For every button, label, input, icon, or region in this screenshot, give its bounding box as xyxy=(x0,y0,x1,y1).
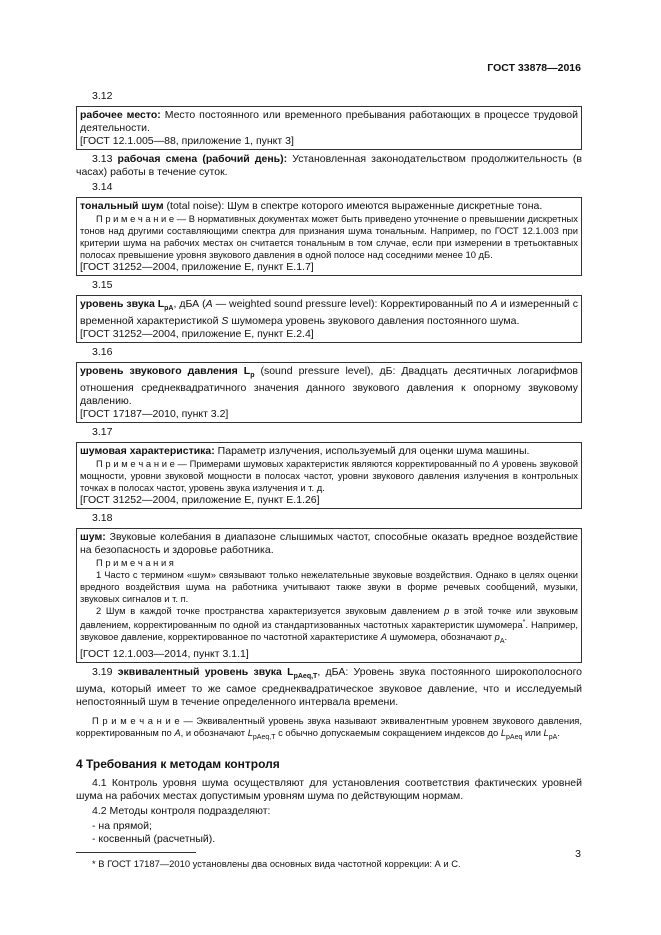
note-text: 2 Шум в каждой точке пространства характеризуется звуковым давлением xyxy=(96,605,445,617)
term-box-3-14 xyxy=(76,197,582,276)
term-title xyxy=(80,298,174,313)
section-number-3-14: 3.14 xyxy=(92,181,113,193)
term-subscript: p xyxy=(250,372,255,380)
note-subscript: pAeq xyxy=(506,734,523,742)
term-title xyxy=(80,365,255,380)
note-text: . xyxy=(557,727,560,739)
section-number-3-13: 3.13 xyxy=(92,153,113,165)
note-1: 1 Часто с термином «шум» связывают только нежелательные звуковые воздействия. Однако в целях оценки вредного воздействия шума на работника учитывают также звуки в форме речевых сообщений, музыки, звуковых сигналов и т. п. xyxy=(80,569,578,605)
section-number-3-16: 3.16 xyxy=(92,346,113,359)
term-definition: Место постоянного или временного пребывания работающих в процессе трудовой деятельности. xyxy=(80,109,578,134)
footnote-divider xyxy=(76,852,196,853)
page-number: 3 xyxy=(575,848,581,860)
term-reference: [ГОСТ 31252—2004, приложение Е, пункт Е.2.4] xyxy=(80,328,314,341)
list-item: - косвенный (расчетный). xyxy=(92,833,216,846)
term-definition: (sound pressure level), дБ: Двадцать десятичных логарифмов отношения среднеквадратичного значения данного звукового давления к опорному звуковому давлению. xyxy=(80,365,578,408)
note-subscript: pA xyxy=(548,734,558,742)
note-italic: p xyxy=(494,631,500,643)
note-italic: p xyxy=(444,605,450,617)
list-item: - на прямой; xyxy=(92,820,152,833)
section-3-19 xyxy=(76,666,582,709)
section-number-3-15: 3.15 xyxy=(92,279,113,291)
term-definition: (total noise): Шум в спектре которого имеются выраженные дискретные тона. xyxy=(163,200,543,212)
note-italic: A xyxy=(380,631,387,643)
term-reference: [ГОСТ 12.1.005—88, приложение 1, пункт 3] xyxy=(80,135,294,147)
term-title: рабочее место: xyxy=(80,109,161,121)
note-subscript: pAeq,T xyxy=(252,734,276,742)
paragraph-4-1: 4.1 Контроль уровня шума осуществляют для установления соответствия фактических уровней шума на рабочих местах допустимым уровням шума по действующим нормам. xyxy=(76,777,582,803)
note-text: или xyxy=(522,727,544,739)
term-definition: Параметр излучения, используемый для оценки шума машины. xyxy=(214,445,530,458)
note-text: . Например, звуковое давление, корректированное по частотной характеристике xyxy=(80,619,578,643)
term-title: рабочая смена (рабочий день): xyxy=(117,153,288,165)
term-title xyxy=(117,666,318,681)
section-number-3-19: 3.19 xyxy=(92,666,113,679)
definition-italic: S xyxy=(221,315,229,328)
term-reference: [ГОСТ 12.1.003—2014, пункт 3.1.1] xyxy=(80,648,249,661)
term-reference: [ГОСТ 17187—2010, пункт 3.2] xyxy=(80,408,229,421)
term-subscript: pAeq,T xyxy=(293,673,318,681)
note-text: шумомера, обозначают xyxy=(386,631,495,643)
term-definition: Звуковые колебания в диапазоне слышимых частот, способные оказать вредное воздействие на безопасность и здоровье работника. xyxy=(80,531,578,557)
term-note xyxy=(80,458,578,494)
term-box-3-12 xyxy=(76,106,582,150)
footnote-marker: * xyxy=(522,619,526,627)
note-italic: L xyxy=(500,727,507,739)
definition-part: шумомера уровень звукового давления постоянного шума. xyxy=(228,315,520,328)
note-text: с обычно допускаемым сокращением индексов до xyxy=(275,727,501,739)
definition-italic: A xyxy=(490,298,498,310)
term-reference: [ГОСТ 31252—2004, приложение Е, пункт Е.1.26] xyxy=(80,494,320,507)
term-title-text: уровень звука L xyxy=(80,298,165,310)
term-subscript: pA xyxy=(164,305,174,313)
section-number-3-12: 3.12 xyxy=(92,90,113,102)
term-reference: [ГОСТ 31252—2004, приложение Е, пункт Е.1.7] xyxy=(80,261,314,273)
footnote: * В ГОСТ 17187—2010 установлены два основных вида частотной коррекции: А и С. xyxy=(92,858,461,870)
term-box-3-16 xyxy=(76,362,582,423)
note-label: П р и м е ч а н и е xyxy=(96,458,175,470)
term-note xyxy=(80,213,578,261)
definition-part: и измеренный с временной характеристикой xyxy=(80,298,579,328)
note-text: уровень звуковой мощности, уровни звуковой мощности в полосах частот, уровни звукового давления излучения в контрольных точках в полосах частот, уровень звука излучения и т. д. xyxy=(80,458,578,494)
note-text: — Примерами шумовых характеристик являются корректированный по xyxy=(174,458,493,470)
note-label: П р и м е ч а н и е xyxy=(92,715,180,727)
term-title: тональный шум xyxy=(80,200,164,212)
definition-italic: A xyxy=(205,298,213,310)
term-title: шумовая характеристика: xyxy=(80,445,215,458)
definition-part: — weighted sound pressure level): Корректированный по xyxy=(212,298,491,310)
term-title-text: уровень звукового давления L xyxy=(80,365,251,378)
note-subscript: A xyxy=(499,638,505,646)
document-header: ГОСТ 33878—2016 xyxy=(487,62,581,74)
note-italic: A xyxy=(492,458,499,470)
note-text: — В нормативных документах может быть приведено уточнение о превышении дискретных тонов над другими составляющими спектра для признания шума тональным. Например, по ГОСТ 12.1.003 при критерии шума на рабочих местах он считается тональным в том случае, если при измерении в третьоктавных полосах превышение уровня звукового давления в одной полосе над соседними менее 10 дБ. xyxy=(80,213,578,260)
notes-label: П р и м е ч а н и я xyxy=(96,557,174,569)
definition-part: , дБА ( xyxy=(173,298,206,310)
note-text: — Эквивалентный уровень звука называют эквивалентным уровнем звукового давления, корректированным по xyxy=(76,715,582,739)
section-number-3-17: 3.17 xyxy=(92,426,113,439)
term-box-3-15 xyxy=(76,295,582,343)
note-text: в этой точке или звуковым давлением, корректированным по одной из стандартизованных частотных характеристик шумомера xyxy=(80,605,578,631)
term-box-3-17 xyxy=(76,442,582,509)
term-definition: , дБА: Уровень звука постоянного широкополосного шума, который имеет то же самое среднеквадратическое звуковое давление, что и исследуемый непостоянный шум в течение определенного интервала времени. xyxy=(76,666,583,709)
note-italic: L xyxy=(247,727,253,739)
section-3-13 xyxy=(76,153,582,179)
section-number-3-18: 3.18 xyxy=(92,512,113,525)
note-label: П р и м е ч а н и е xyxy=(96,213,175,224)
note-italic: L xyxy=(543,727,549,739)
note-2 xyxy=(80,605,578,648)
term-box-3-18 xyxy=(76,528,582,663)
page-content xyxy=(76,88,582,870)
term-definition: Установленная законодательством продолжительность (в часах) работы в течение суток. xyxy=(76,153,582,178)
term-title-text: эквивалентный уровень звука L xyxy=(117,666,294,679)
term-title: шум: xyxy=(80,531,106,544)
note-italic: A xyxy=(174,727,181,739)
note-text: . xyxy=(504,631,508,643)
section-heading: 4 Требования к методам контроля xyxy=(76,757,280,772)
note-text: , и обозначают xyxy=(180,727,248,739)
term-note-3-19 xyxy=(76,715,582,744)
paragraph-4-2: 4.2 Методы контроля подразделяют: xyxy=(92,805,271,818)
